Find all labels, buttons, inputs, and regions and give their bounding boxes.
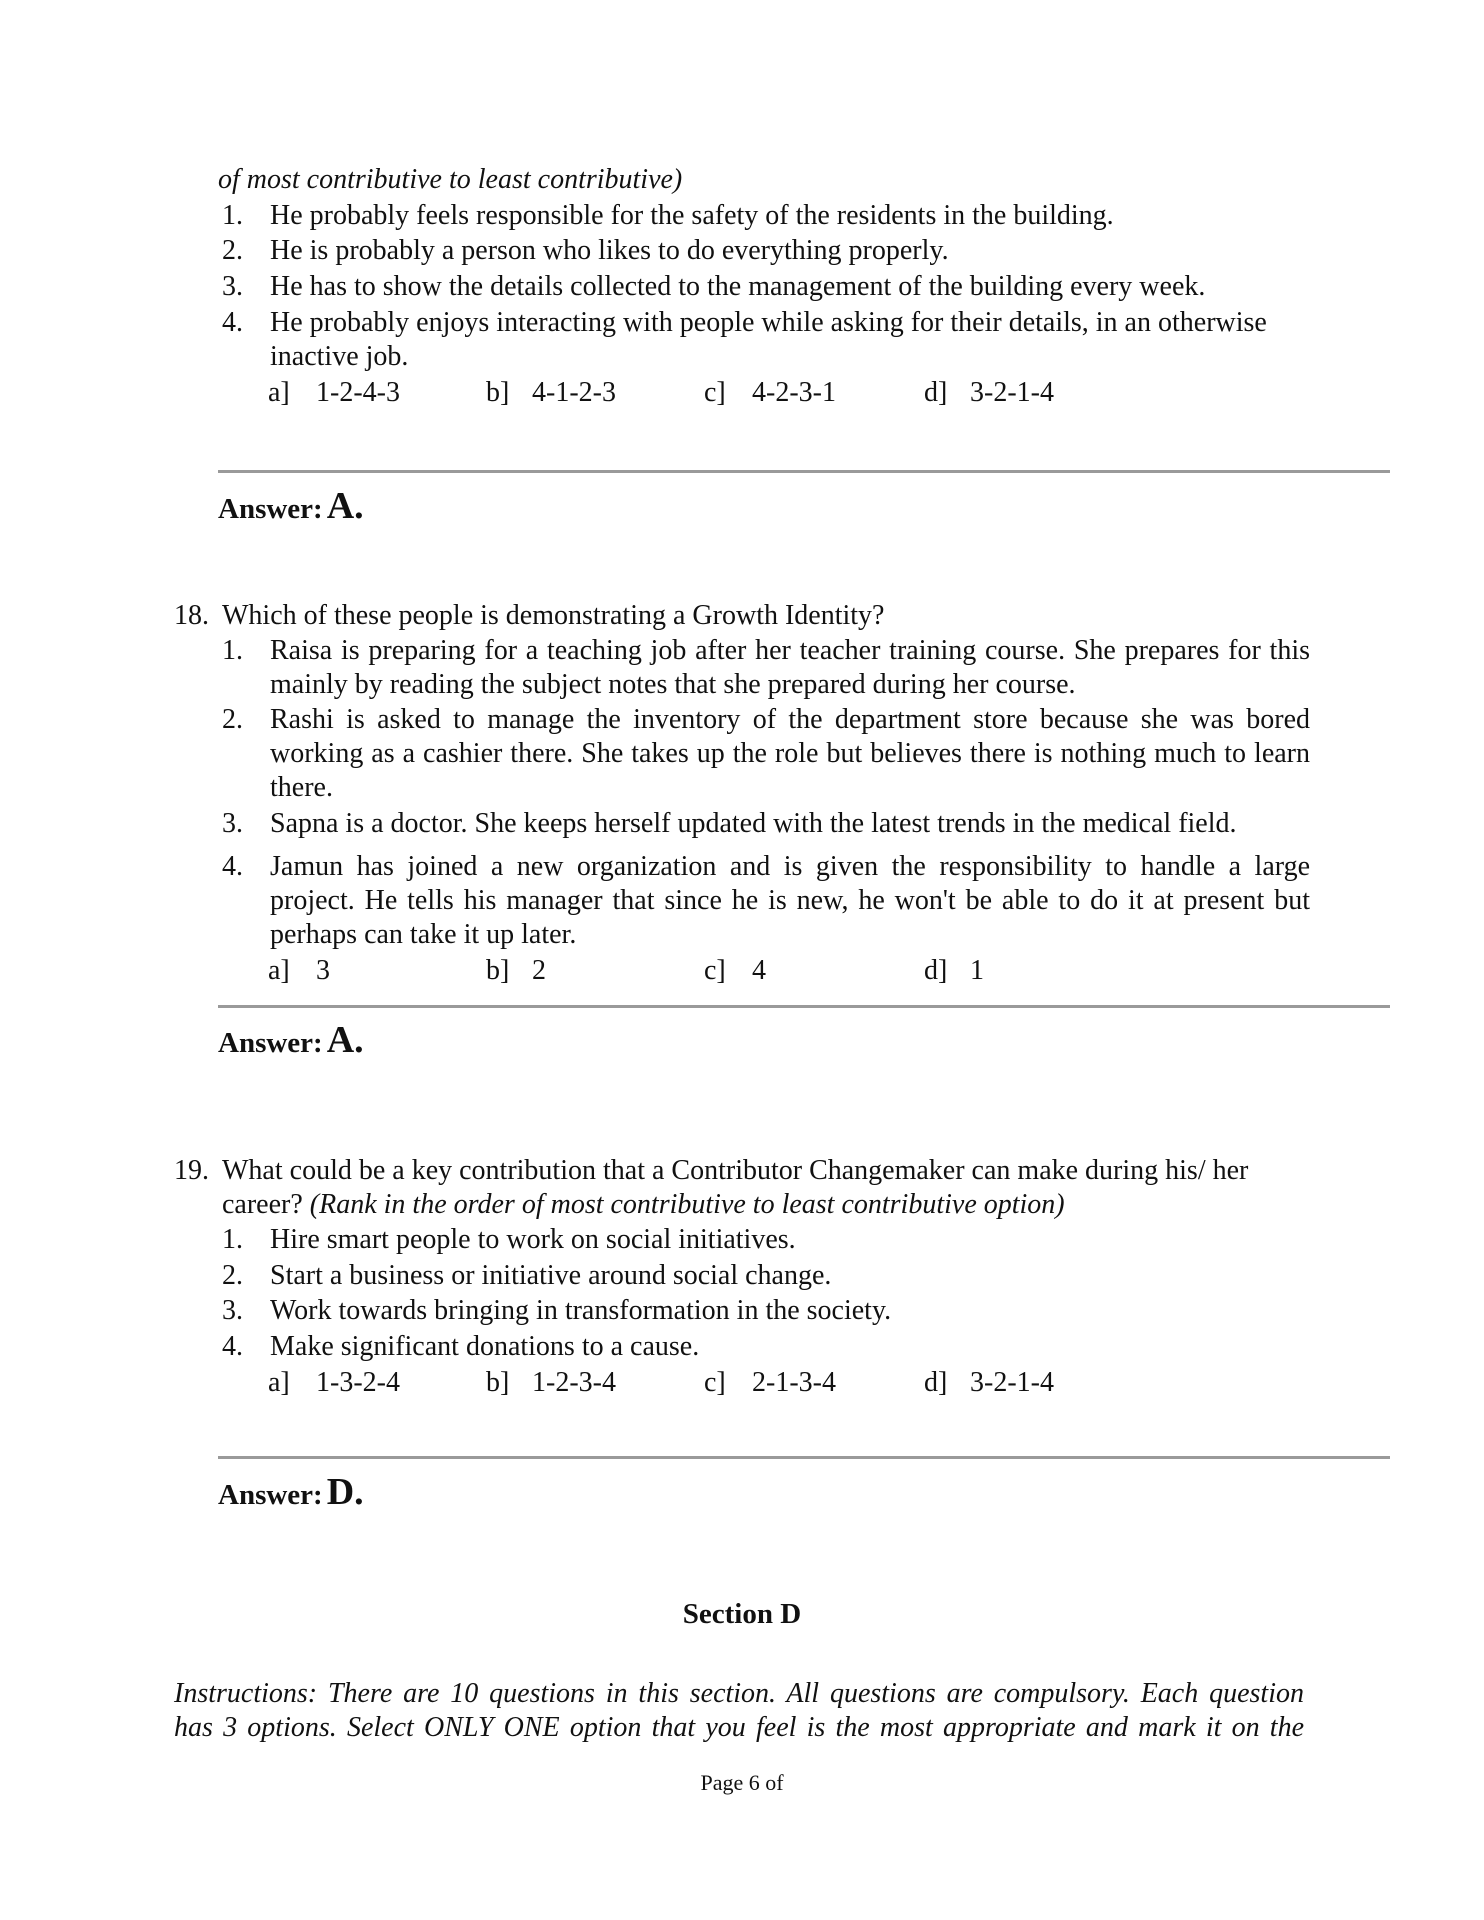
page-number: Page 6 of bbox=[700, 1770, 784, 1795]
q19-option-d-value: 3-2-1-4 bbox=[970, 1367, 1054, 1398]
section-instructions-line-1: Instructions: There are 10 questions in this section. All questions are compulsory. Each question bbox=[174, 1678, 1304, 1709]
q19-answer bbox=[218, 1470, 364, 1514]
answer-value: A. bbox=[326, 1019, 364, 1061]
q19-question-instruction: (Rank in the order of most contributive to least contributive option) bbox=[309, 1189, 1065, 1220]
section-instructions-line-2: has 3 options. Select ONLY ONE option that you feel is the most appropriate and mark it on the bbox=[174, 1712, 1304, 1743]
q17-option-b-value: 4-1-2-3 bbox=[532, 377, 616, 408]
q17-option-a-value: 1-2-4-3 bbox=[316, 377, 400, 408]
q18-divider bbox=[218, 1005, 1390, 1008]
q17-divider bbox=[218, 470, 1390, 473]
q18-item-text: Sapna is a doctor. She keeps herself updated with the latest trends in the medical field. bbox=[270, 808, 1237, 839]
q17-item-number: 1. bbox=[222, 200, 243, 231]
q18-question: Which of these people is demonstrating a Growth Identity? bbox=[222, 600, 885, 631]
q18-answer bbox=[218, 1018, 364, 1062]
q17-option-d-value: 3-2-1-4 bbox=[970, 377, 1054, 408]
q19-option-a-value: 1-3-2-4 bbox=[316, 1367, 400, 1398]
q17-option-c-value: 4-2-3-1 bbox=[752, 377, 836, 408]
answer-label: Answer: bbox=[218, 1027, 323, 1059]
q18-item-number: 4. bbox=[222, 851, 243, 882]
q17-item-number: 3. bbox=[222, 271, 243, 302]
q17-option-c-label: c] bbox=[704, 377, 726, 408]
q19-option-c-label: c] bbox=[704, 1367, 726, 1398]
q18-item-text: Jamun has joined a new organization and is given the responsibility to handle a large project. He tells his manager that since he is new, he won't be able to do it at present but perhaps can take it up later. bbox=[270, 851, 1310, 950]
q18-option-a-label: a] bbox=[268, 955, 290, 986]
q19-item-number: 4. bbox=[222, 1331, 243, 1362]
q17-option-d-label: d] bbox=[924, 377, 948, 408]
q18-item-text: Rashi is asked to manage the inventory of the department store because she was bored working as a cashier there. She takes up the role but believes there is nothing much to learn there. bbox=[270, 704, 1310, 803]
q19-item-number: 2. bbox=[222, 1260, 243, 1291]
q19-item-text: Hire smart people to work on social initiatives. bbox=[270, 1224, 796, 1255]
answer-value: D. bbox=[326, 1471, 364, 1513]
q19-option-a-label: a] bbox=[268, 1367, 290, 1398]
q18-item-number: 1. bbox=[222, 635, 243, 666]
q17-continued-text: of most contributive to least contributive) bbox=[218, 164, 683, 195]
q18-item-number: 2. bbox=[222, 704, 243, 735]
q18-option-b-value: 2 bbox=[532, 955, 546, 986]
q18-number: 18. bbox=[174, 600, 209, 631]
q19-item-text: Make significant donations to a cause. bbox=[270, 1331, 700, 1362]
q18-option-a-value: 3 bbox=[316, 955, 330, 986]
q19-option-b-label: b] bbox=[486, 1367, 510, 1398]
q17-item-text: He has to show the details collected to the management of the building every week. bbox=[270, 271, 1206, 302]
q18-option-c-label: c] bbox=[704, 955, 726, 986]
q18-option-d-value: 1 bbox=[970, 955, 984, 986]
q18-option-d-label: d] bbox=[924, 955, 948, 986]
q19-number: 19. bbox=[174, 1155, 209, 1186]
section-title: Section D bbox=[682, 1598, 802, 1630]
q18-option-c-value: 4 bbox=[752, 955, 766, 986]
q17-item-number: 4. bbox=[222, 307, 243, 338]
q17-option-a-label: a] bbox=[268, 377, 290, 408]
q19-option-c-value: 2-1-3-4 bbox=[752, 1367, 836, 1398]
q17-item-text: He probably feels responsible for the safety of the residents in the building. bbox=[270, 200, 1114, 231]
q19-question-text: What could be a key contribution that a Contributor Changemaker can make during his/ her career? bbox=[222, 1155, 1249, 1220]
q19-item-number: 3. bbox=[222, 1295, 243, 1326]
answer-value: A. bbox=[326, 485, 364, 527]
q19-question bbox=[222, 1154, 1312, 1222]
q19-divider bbox=[218, 1456, 1390, 1459]
q19-item-number: 1. bbox=[222, 1224, 243, 1255]
q17-item-text: He is probably a person who likes to do everything properly. bbox=[270, 235, 949, 266]
q19-option-d-label: d] bbox=[924, 1367, 948, 1398]
q18-item-number: 3. bbox=[222, 808, 243, 839]
answer-label: Answer: bbox=[218, 493, 323, 525]
q19-item-text: Start a business or initiative around social change. bbox=[270, 1260, 832, 1291]
q19-item-text: Work towards bringing in transformation in the society. bbox=[270, 1295, 892, 1326]
q17-item-text: He probably enjoys interacting with people while asking for their details, in an otherwise inactive job. bbox=[270, 307, 1267, 372]
q17-answer bbox=[218, 484, 364, 528]
q17-option-b-label: b] bbox=[486, 377, 510, 408]
q17-item-number: 2. bbox=[222, 235, 243, 266]
q19-option-b-value: 1-2-3-4 bbox=[532, 1367, 616, 1398]
answer-label: Answer: bbox=[218, 1479, 323, 1511]
q18-item-text: Raisa is preparing for a teaching job after her teacher training course. She prepares for this mainly by reading the subject notes that she prepared during her course. bbox=[270, 635, 1310, 700]
q18-option-b-label: b] bbox=[486, 955, 510, 986]
